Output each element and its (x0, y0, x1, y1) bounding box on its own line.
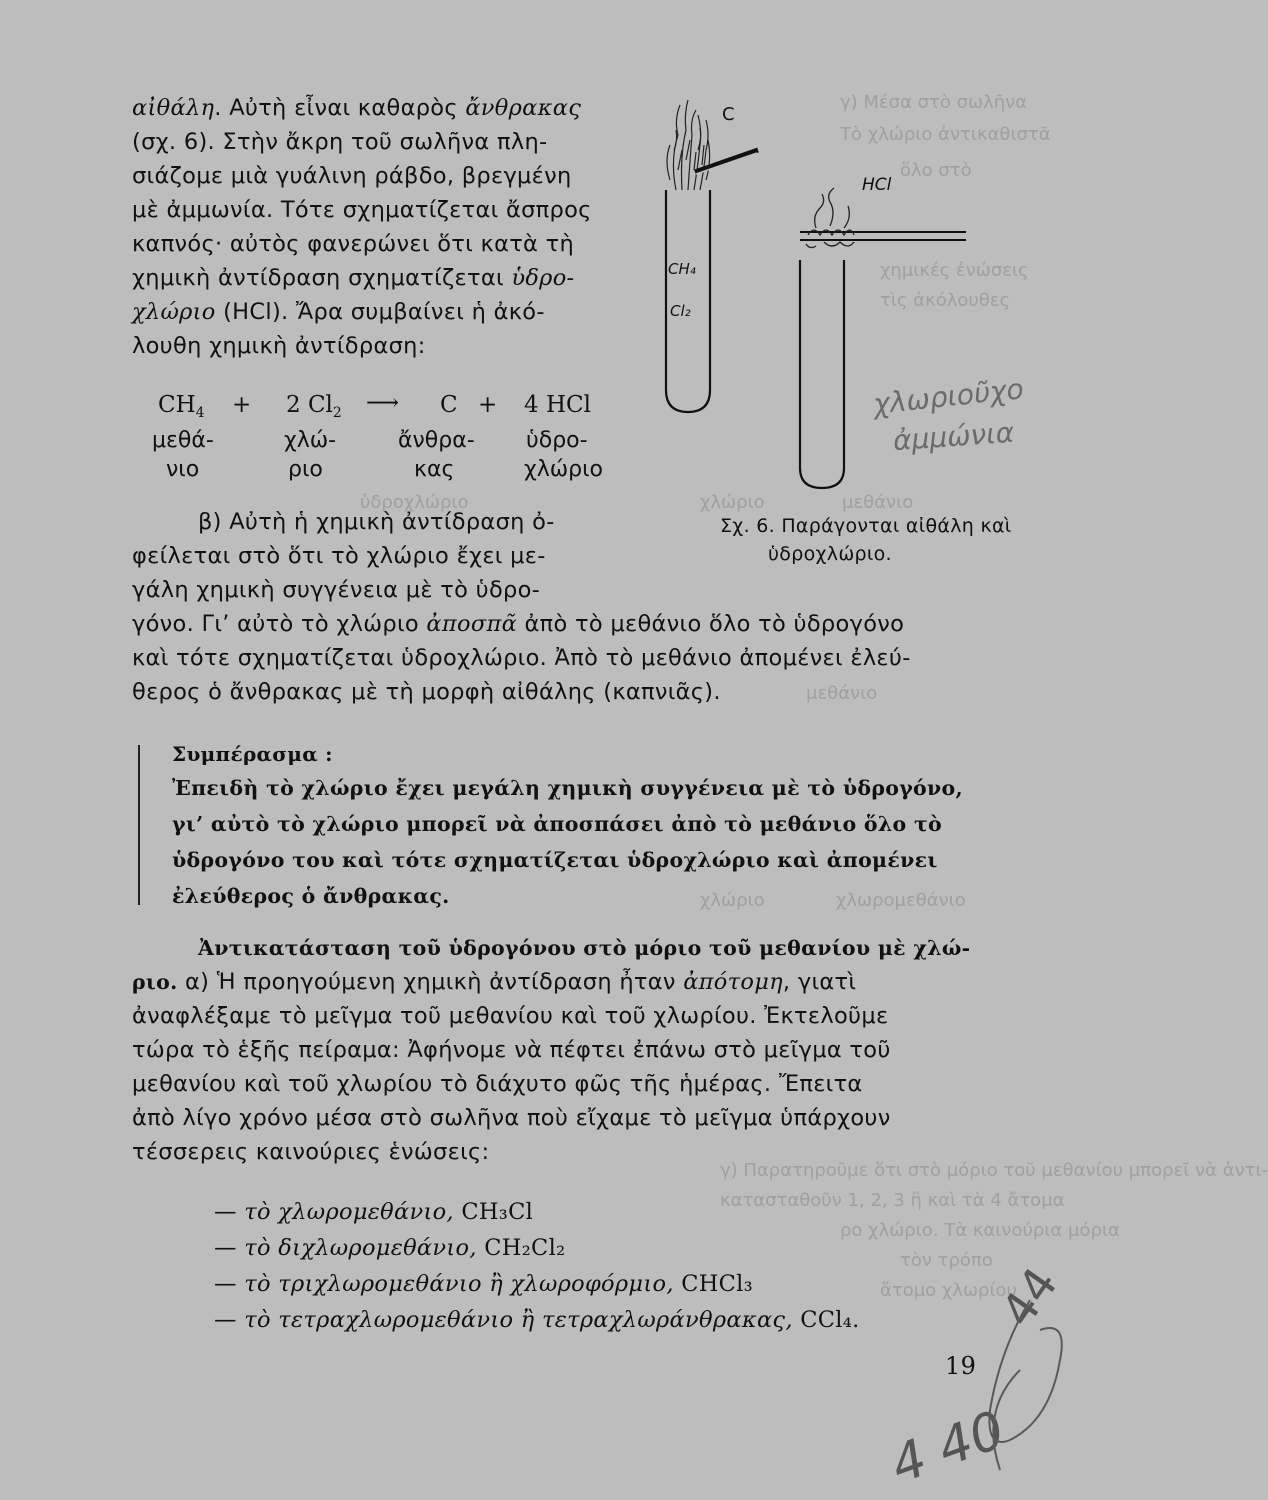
show-through-text: τὶς ἀκόλουθες (880, 290, 1011, 311)
figure-caption: ὑδροχλώριο. (768, 543, 892, 565)
show-through-text: ὑδροχλώριο (360, 492, 469, 513)
text-line: χλώριο (HCl). Ἄρα συμβαίνει ἡ ἀκό- (132, 299, 545, 325)
label-c: C (722, 104, 735, 125)
text-line: αἰθάλη. Αὐτὴ εἶναι καθαρὸς ἄνθρακας (132, 95, 582, 121)
show-through-text: ρο χλώριο. Τὰ καινούρια μόρια (840, 1220, 1120, 1241)
conclusion-line: Ἐπειδὴ τὸ χλώριο ἔχει μεγάλη χημικὴ συγγένεια μὲ τὸ ὑδρογόνο, (172, 776, 963, 800)
text-line: ριο. α) Ἡ προηγούμενη χημικὴ ἀντίδραση ἦταν ἀπότομη, γιατὶ (132, 969, 857, 995)
handwritten-mark: 44 (990, 1257, 1069, 1337)
section-heading: Ἀντικατάσταση τοῦ ὑδρογόνου στὸ μόριο τοῦ μεθανίου μὲ χλώ- (198, 936, 971, 960)
hcl-fumes (806, 188, 854, 248)
show-through-text: γ) Παρατηροῦμε ὅτι στὸ μόριο τοῦ μεθανίου μπορεῖ νὰ ἀντι- (720, 1160, 1268, 1181)
compound-item: — τὸ διχλωρομεθάνιο, CH₂Cl₂ (214, 1235, 566, 1261)
text-line: καὶ τότε σχηματίζεται ὑδροχλώριο. Ἀπὸ τὸ μεθάνιο ἀπομένει ἐλεύ- (132, 645, 911, 671)
label-cl2: Cl₂ (670, 302, 691, 320)
text-line: καπνός· αὐτὸς φανερώνει ὅτι κατὰ τὴ (132, 231, 575, 257)
conclusion-line: ἐλεύθερος ὁ ἄνθρακας. (172, 884, 450, 908)
handwritten-note: ἀμμώνια (891, 415, 1016, 458)
show-through-text: ὅλο στὸ (900, 160, 972, 181)
text-line: μεθανίου καὶ τοῦ χλωρίου τὸ διάχυτο φῶς τῆς ἡμέρας. Ἔπειτα (132, 1071, 863, 1097)
glass-rod-horizontal (800, 232, 966, 240)
text-line: λουθη χημικὴ ἀντίδραση: (132, 333, 426, 359)
text-line: σιάζομε μιὰ γυάλινη ράβδο, βρεγμένη (132, 163, 572, 189)
conclusion-line: ὑδρογόνο του καὶ τότε σχηματίζεται ὑδροχλώριο καὶ ἀπομένει (172, 848, 938, 872)
show-through-text: τὸν τρόπο (900, 1250, 993, 1271)
show-through-text: μεθάνιο (806, 683, 878, 704)
text-line: τέσσερεις καινούριες ἑνώσεις: (132, 1139, 490, 1165)
text-line: φείλεται στὸ ὅτι τὸ χλώριο ἔχει με- (132, 543, 546, 569)
equation-plus: + (232, 392, 252, 418)
show-through-text: ἄτομο χλωρίου (880, 1280, 1017, 1301)
text-line: ἀπὸ λίγο χρόνο μέσα στὸ σωλῆνα ποὺ εἴχαμε τὸ μεῖγμα ὑπάρχουν (132, 1105, 891, 1131)
equation-name: κας (414, 457, 455, 482)
equation-name: νιο (166, 457, 200, 482)
pencil-scribble (960, 1290, 1080, 1490)
equation-formula: 2 $Cl_2$ (286, 392, 342, 421)
equation-formula: 4 HCl (524, 392, 591, 418)
text-line: τώρα τὸ ἑξῆς πείραμα: Ἀφήνομε νὰ πέφτει ἐπάνω στὸ μεῖγμα τοῦ (132, 1037, 891, 1063)
show-through-text: χλώριο (700, 492, 765, 513)
conclusion-bar (138, 745, 140, 905)
show-through-text: γ) Μέσα στὸ σωλῆνα (840, 92, 1028, 113)
show-through-text: χλωρομεθάνιο (836, 890, 966, 911)
text-line: γάλη χημικὴ συγγένεια μὲ τὸ ὑδρο- (132, 577, 541, 603)
text-line: χημικὴ ἀντίδραση σχηματίζεται ὑδρο- (132, 265, 575, 291)
soot-flame (667, 100, 710, 190)
text-line: γόνο. Γι’ αὐτὸ τὸ χλώριο ἀποσπᾶ ἀπὸ τὸ μεθάνιο ὅλο τὸ ὑδρογόνο (132, 611, 905, 637)
text-line: ἀναφλέξαμε τὸ μεῖγμα τοῦ μεθανίου καὶ τοῦ χλωρίου. Ἐκτελοῦμε (132, 1003, 889, 1029)
compound-item: — τὸ τετραχλωρομεθάνιο ἢ τετραχλωράνθρακας, CCl₄. (214, 1307, 860, 1333)
equation-name: ἄνθρα- (398, 428, 475, 453)
equation-formula: $CH_4$ (158, 392, 205, 421)
handwritten-note: χλωριοῦχο (871, 372, 1026, 421)
equation-formula: C (440, 392, 458, 418)
page-number: 19 (945, 1352, 977, 1380)
test-tube-ch4-cl2 (666, 190, 710, 412)
compound-item: — τὸ χλωρομεθάνιο, CH₃Cl (214, 1199, 534, 1225)
show-through-text: χλώριο (700, 890, 765, 911)
text-line: θερος ὁ ἄνθρακας μὲ τὴ μορφὴ αἰθάλης (καπνιᾶς). (132, 679, 721, 705)
equation-arrow: ⟶ (366, 390, 399, 416)
show-through-text: Τὸ χλώριο ἀντικαθιστᾶ (840, 124, 1051, 145)
test-tube-hcl (800, 260, 844, 488)
compound-item: — τὸ τριχλωρομεθάνιο ἢ χλωροφόρμιο, CHCl₃ (214, 1271, 754, 1297)
show-through-text: κατασταθοῦν 1, 2, 3 ἢ καὶ τὰ 4 ἄτομα (720, 1190, 1065, 1211)
text-line: β) Αὐτὴ ἡ χημικὴ ἀντίδραση ὀ- (198, 509, 555, 535)
conclusion-title: Συμπέρασμα : (172, 742, 333, 766)
label-hcl: HCl (862, 175, 892, 195)
text-line: (σχ. 6). Στὴν ἄκρη τοῦ σωλῆνα πλη- (132, 129, 548, 155)
label-ch4: CH₄ (668, 260, 696, 278)
handwritten-mark: 4 40 (883, 1400, 1013, 1496)
equation-name: χλώ- (284, 428, 337, 453)
equation-name: ὑδρο- (526, 428, 588, 453)
show-through-text: μεθάνιο (842, 492, 914, 513)
figure-caption: Σχ. 6. Παράγονται αἰθάλη καὶ (720, 515, 1012, 537)
equation-name: ριο (288, 457, 323, 482)
equation-plus: + (478, 392, 498, 418)
equation-name: μεθά- (152, 428, 214, 453)
show-through-text: χημικές ἐνώσεις (880, 260, 1029, 281)
equation-name: χλώριο (524, 457, 604, 482)
conclusion-line: γι’ αὐτὸ τὸ χλώριο μπορεῖ νὰ ἀποσπάσει ἀπὸ τὸ μεθάνιο ὅλο τὸ (172, 812, 943, 836)
text-line: μὲ ἀμμωνία. Τότε σχηματίζεται ἄσπρος (132, 197, 592, 223)
